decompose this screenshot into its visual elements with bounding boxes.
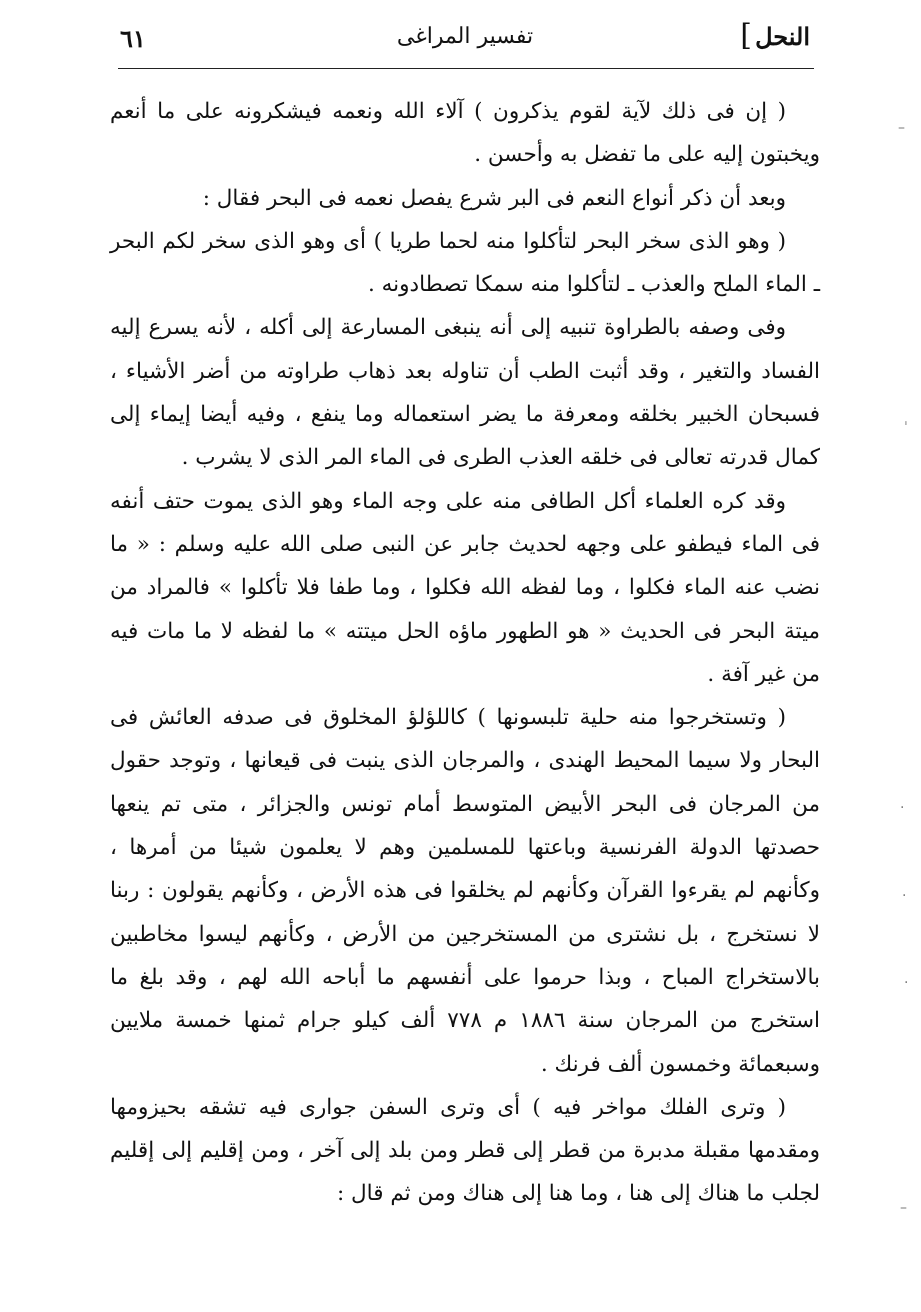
paragraph: ( وتستخرجوا منه حلية تلبسونها ) كاللؤلؤ المخلوق فى صدفه العائش فى البحار ولا سيما المحيط الهندى ، والمرجان الذى ينبت فى قيعانها ، وتوجد حقول من المرجان فى البحر الأبيض المتوسط أمام تونس والجزائر ، متى تم ينعها حصدتها الدولة الفرنسية وباعتها للمسلمين وهم لا يعلمون شيئا من أمرها ، وكأنهم لم يقرءوا القرآن وكأنهم لم يخلقوا فى هذه الأرض ، وكأنهم يقولون : ربنا لا نستخرج ، بل نشترى من المستخرجين من الأرض ، وكأنهم ليسوا مخاطبين بالاستخراج المباح ، وبذا حرموا على أنفسهم ما أباحه الله لهم ، وقد بلغ ما استخرج من المرجان سنة ١٨٨٦ م ٧٧٨ ألف كيلو جرام ثمنها خمسة ملايين وسبعمائة وخمسون ألف فرنك . xyxy=(110,705,820,1077)
paragraph: وبعد أن ذكر أنواع النعم فى البر شرع يفصل نعمه فى البحر فقال : xyxy=(202,185,786,211)
margin-speck: · xyxy=(902,888,907,904)
margin-speck: ˈ xyxy=(904,420,908,436)
paragraph: ( وترى الفلك مواخر فيه ) أى وترى السفن جوارى فيه تشقه بحيزومها ومقدمها مقبلة مدبرة من قطر إلى قطر ومن بلد إلى آخر ، ومن إقليم إلى إقليم لجلب ما هناك إلى هنا ، وما هنا إلى هناك ومن ثم قال : xyxy=(110,1094,820,1207)
page-header xyxy=(120,18,810,62)
header-rule xyxy=(118,68,814,69)
margin-speck: – xyxy=(900,1200,907,1216)
margin-speck: – xyxy=(898,120,905,136)
margin-speck: · xyxy=(904,975,909,991)
page-number: ٦١ xyxy=(120,24,146,53)
header-bracket: ] xyxy=(740,18,752,53)
paragraph: ( وهو الذى سخر البحر لتأكلوا منه لحما طريا ) أى وهو الذى سخر لكم البحر ـ الماء الملح والعذب ـ لتأكلوا منه سمكا تصطادونه . xyxy=(110,228,820,298)
paragraph: وفى وصفه بالطراوة تنبيه إلى أنه ينبغى المسارعة إلى أكله ، لأنه يسرع إليه الفساد والتغير ، وقد أثبت الطب أن تناوله بعد ذهاب طراوته من أضر الأشياء ، فسبحان الخبير بخلقه ومعرفة ما يضر استعماله وما ينفع ، وفيه أيضا إيماء إلى كمال قدرته تعالى فى خلقه العذب الطرى فى الماء المر الذى لا يشرب . xyxy=(110,315,820,471)
main-text xyxy=(110,90,820,1216)
surah-name: النحل xyxy=(755,22,810,51)
margin-speck: · xyxy=(900,800,905,816)
paragraph: ( إن فى ذلك لآية لقوم يذكرون ) آلاء الله ونعمه فيشكرونه على ما أنعم ويخبتون إليه على ما تفضل به وأحسن . xyxy=(110,99,820,168)
paragraph: وقد كره العلماء أكل الطافى منه على وجه الماء وهو الذى يموت حتف أنفه فى الماء فيطفو على وجهه لحديث جابر عن النبى صلى الله عليه وسلم : « ما نضب عنه الماء فكلوا ، وما لفظه الله فكلوا ، وما طفا فلا تأكلوا » فالمراد من ميتة البحر فى الحديث « هو الطهور ماؤه الحل ميتته » ما لفظه لا ما مات فيه من غير آفة . xyxy=(110,488,820,687)
book-title: تفسير المراغى xyxy=(396,24,534,49)
